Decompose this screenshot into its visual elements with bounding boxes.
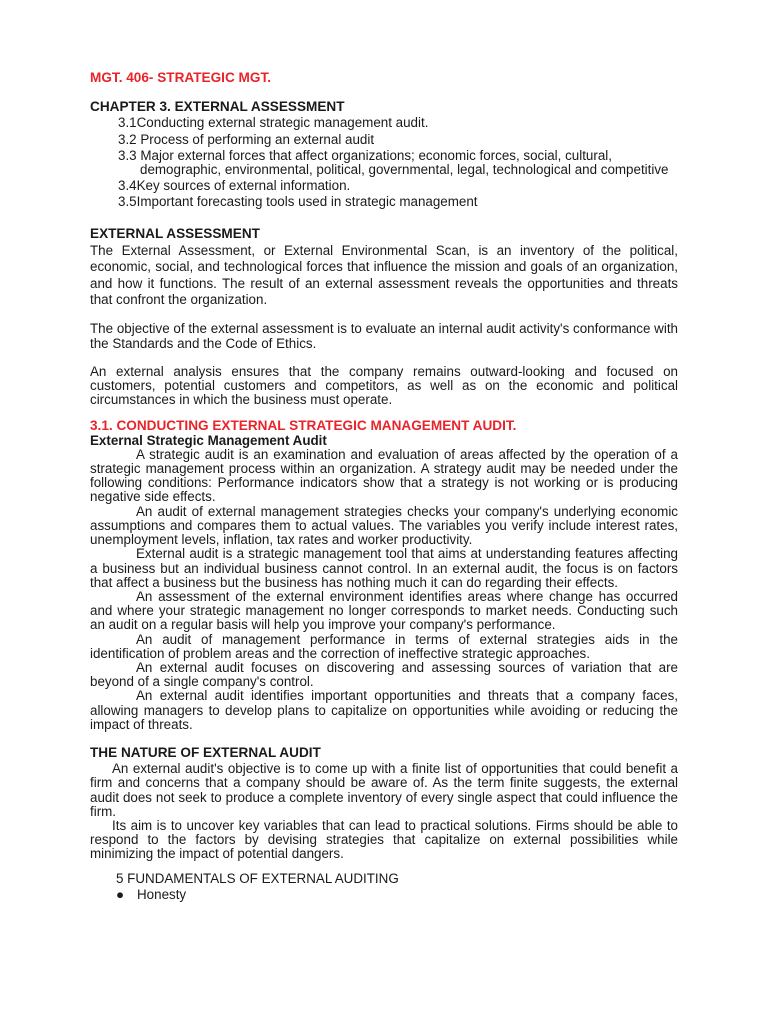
outline-item xyxy=(90,116,678,130)
outline-text: Major external forces that affect organizations; economic forces, social, cultural, xyxy=(136,147,612,163)
outline-text: Conducting external strategic management audit. xyxy=(136,115,429,131)
paragraph: An external analysis ensures that the company remains outward-looking and focused on customers, potential customers and competitors, as well as on the economic and political circumstances in which the business must operate. xyxy=(90,363,678,408)
outline-number: 3.1 xyxy=(118,115,137,131)
paragraph: An audit of management performance in terms of external strategies aids in the identification of problem areas and the correction of ineffective strategic approaches. xyxy=(90,631,678,661)
paragraph: The External Assessment, or External Environmental Scan, is an inventory of the political, economic, social, and technological forces that influence the mission and goals of an organization, and how it functions. The result of an external assessment reveals the opportunities and threats that confront the organization. xyxy=(90,242,678,308)
outline-item xyxy=(90,195,678,209)
list-item-text: Honesty xyxy=(137,886,187,902)
outline-number: 3.5 xyxy=(118,194,137,210)
nature-heading: THE NATURE OF EXTERNAL AUDIT xyxy=(90,744,321,760)
outline-item xyxy=(90,149,678,177)
course-title: MGT. 406- STRATEGIC MGT. xyxy=(90,70,272,85)
outline-text: Important forecasting tools used in strategic management xyxy=(136,194,478,210)
outline-text: Process of performing an external audit xyxy=(136,131,375,147)
paragraph: An external audit focuses on discovering and assessing sources of variation that are beyond of a single company's control. xyxy=(90,659,678,690)
section-heading-3-1: 3.1. CONDUCTING EXTERNAL STRATEGIC MANAGEMENT AUDIT. xyxy=(90,418,517,434)
outline-number: 3.3 xyxy=(118,147,137,163)
external-assessment-heading: EXTERNAL ASSESSMENT xyxy=(90,225,260,241)
chapter-outline xyxy=(90,116,678,209)
chapter-title: CHAPTER 3. EXTERNAL ASSESSMENT xyxy=(90,99,345,115)
list-item xyxy=(116,888,678,902)
paragraph: Its aim is to uncover key variables that can lead to practical solutions. Firms should be able to respond to the factors by devising strategies that capitalize on external possibilities while minimizing the impact of potential dangers. xyxy=(90,817,678,862)
paragraph: An audit of external management strategies checks your company's underlying economic assumptions and compares them to actual values. The variables you verify include interest rates, unemployment levels, inflation, tax rates and worker productivity. xyxy=(90,503,678,548)
paragraph: An external audit's objective is to come up with a finite list of opportunities that could benefit a firm and concerns that a company should be aware of. As the term finite suggests, the external audit does not seek to produce a complete inventory of every single aspect that could influence the firm. xyxy=(90,761,678,819)
paragraph: The objective of the external assessment is to evaluate an internal audit activity's conformance with the Standards and the Code of Ethics. xyxy=(90,321,678,351)
outline-text: Key sources of external information. xyxy=(136,178,351,194)
outline-item xyxy=(90,179,678,193)
fundamentals-heading: 5 FUNDAMENTALS OF EXTERNAL AUDITING xyxy=(116,870,399,886)
outline-item xyxy=(90,133,678,147)
paragraph: A strategic audit is an examination and evaluation of areas affected by the operation of a strategic management process within an organization. A strategy audit may be needed under the following conditions: Performance indicators show that a strategy is not working or is producing negative side effects. xyxy=(90,446,678,505)
outline-text-continued: demographic, environmental, political, governmental, legal, technological and competitive xyxy=(140,162,669,178)
fundamentals-list xyxy=(90,888,678,902)
paragraph: External audit is a strategic management tool that aims at understanding features affecting a business but an individual business cannot control. In an external audit, the focus is on factors that affect a business but the business has nothing much it can do regarding their effects. xyxy=(90,546,678,590)
outline-number: 3.4 xyxy=(118,178,137,194)
bullet-icon: ● xyxy=(116,886,125,902)
paragraph: An assessment of the external environment identifies areas where change has occurred and where your strategic management no longer corresponds to market needs. Conducting such an audit on a regular basis will help you improve your company's performance. xyxy=(90,588,678,633)
outline-number: 3.2 xyxy=(118,131,137,147)
paragraph: An external audit identifies important opportunities and threats that a company faces, allowing managers to develop plans to capitalize on opportunities while avoiding or reducing the impact of threats. xyxy=(90,688,678,732)
subsection-heading: External Strategic Management Audit xyxy=(90,432,327,448)
